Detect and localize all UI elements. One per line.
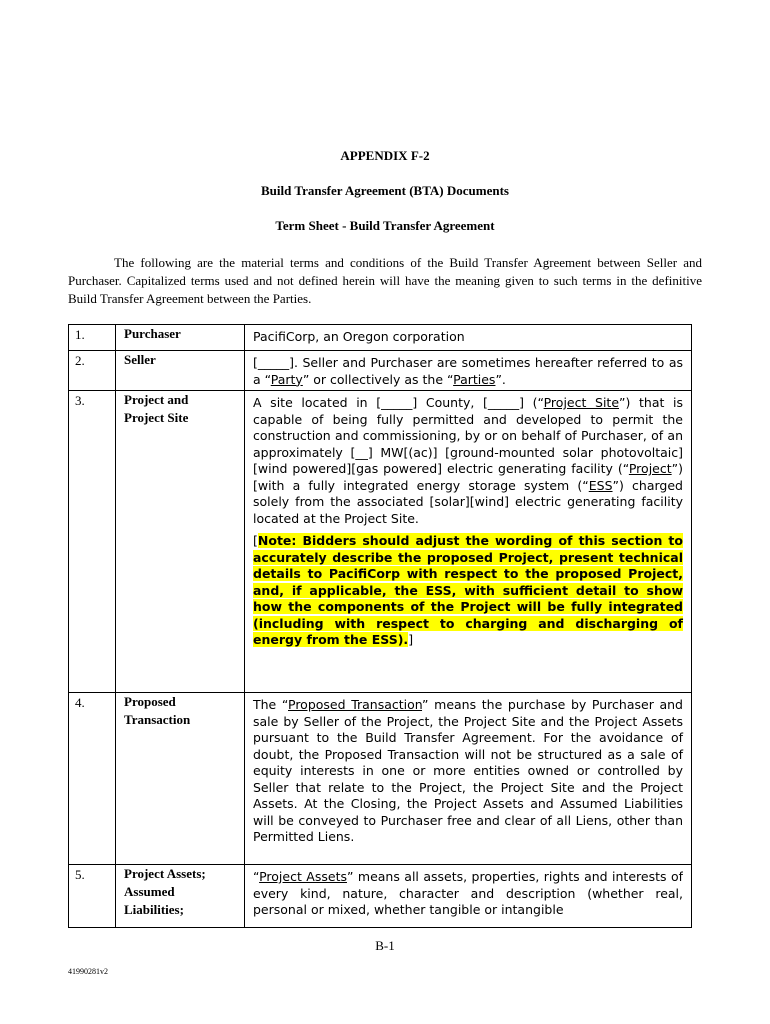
row-number: 2. [69, 351, 116, 391]
row-label [116, 865, 245, 928]
value-text: “ [253, 869, 260, 884]
label-line: Proposed [124, 694, 176, 709]
defined-term: Party [270, 371, 303, 387]
row-number: 5. [69, 865, 116, 928]
bracket: ] [408, 632, 414, 647]
defined-term: Project [628, 461, 672, 476]
label-line: Transaction [124, 712, 191, 727]
table-row [69, 351, 692, 391]
project-description [253, 395, 683, 527]
defined-term: Project Assets [259, 869, 347, 884]
table-row [69, 693, 692, 865]
row-value [245, 865, 692, 928]
document-subtitle: Build Transfer Agreement (BTA) Documents [261, 183, 509, 198]
table-row [69, 391, 692, 693]
value-text: ”) [with a fully integrated energy storage system (“ [253, 461, 683, 493]
row-number: 3. [69, 391, 116, 693]
value-text: ” means the purchase by Purchaser and sale by Seller of the Project, the Project Site and the Project Assets pursuant to the Build Transfer Agreement. For the avoidance of doubt, the Proposed Transaction will not be structured as a sale of equity interests in one or more entities owned or controlled by Seller that relate to the Project, the Project Site and the Project Assets. At the Closing, the Project Assets and Assumed Liabilities will be conveyed to Purchaser free and clear of all Liens, other than Permitted Liens. [253, 697, 683, 844]
value-text: [_____]. Seller and Purchaser are sometimes hereafter referred to as a “ [253, 355, 683, 387]
defined-term: Proposed Transaction [288, 697, 423, 712]
value-text: A site located in [_____] County, [_____] (“ [253, 395, 544, 410]
row-value [245, 391, 692, 693]
value-text: ”) that is capable of being fully permitted and developed to permit the construction and commissioning, by or on behalf of Purchaser, of an approximately [__] MW[(ac)] [ground-mounted solar photovoltaic][wind powered][gas powered] electric generating facility (“ [253, 395, 684, 476]
terms-table [68, 324, 692, 928]
row-value: PacifiCorp, an Oregon corporation [245, 325, 692, 351]
row-value [245, 693, 692, 865]
row-value [245, 351, 692, 391]
label-line: Project Assets; [124, 866, 206, 881]
defined-term: ESS [588, 477, 613, 493]
table-row [69, 865, 692, 928]
value-text: The “ [253, 697, 288, 712]
value-text: ” or collectively as the “ [302, 371, 454, 387]
bracket: [ [253, 533, 258, 548]
label-line: Project Site [124, 410, 189, 425]
page-number: B-1 [375, 938, 395, 953]
value-text: ”) charged solely from the associated [solar][wind] electric generating facility located at the Project Site. [253, 477, 683, 526]
value-clip [253, 869, 683, 925]
row-label: Seller [116, 351, 245, 391]
defined-term: Parties [453, 371, 496, 387]
defined-term: Project Site [543, 395, 620, 410]
label-line: Assumed [124, 884, 175, 899]
row-number: 4. [69, 693, 116, 865]
row-label [116, 391, 245, 693]
table-row [69, 325, 692, 351]
row-number: 1. [69, 325, 116, 351]
label-line: Project and [124, 392, 189, 407]
row-label [116, 693, 245, 865]
row-label: Purchaser [116, 325, 245, 351]
highlighted-note: Note: Bidders should adjust the wording of this section to accurately describe the proposed Project, present technical details to PacifiCorp with respect to the proposed Project, and, if applicable, the ESS, with sufficient detail to show how the components of the Project will be fully integrated (including with respect to charging and discharging of energy from the ESS). [253, 533, 683, 647]
bidder-note [253, 533, 683, 649]
label-line: Liabilities; [124, 902, 184, 917]
intro-paragraph: The following are the material terms and conditions of the Build Transfer Agreement between Seller and Purchaser. Capitalized terms used and not defined herein will have the meaning given to such terms in the definitive Build Transfer Agreement between the Parties. [68, 255, 702, 306]
appendix-heading: APPENDIX F-2 [340, 148, 430, 163]
term-sheet-title: Term Sheet - Build Transfer Agreement [275, 218, 495, 233]
value-text: ” means all assets, properties, rights and interests of every kind, nature, character and description (whether real, personal or mixed, whether tangible or intangible [253, 869, 683, 917]
value-text: ”. [495, 371, 506, 387]
document-id: 41990281v2 [68, 967, 108, 976]
